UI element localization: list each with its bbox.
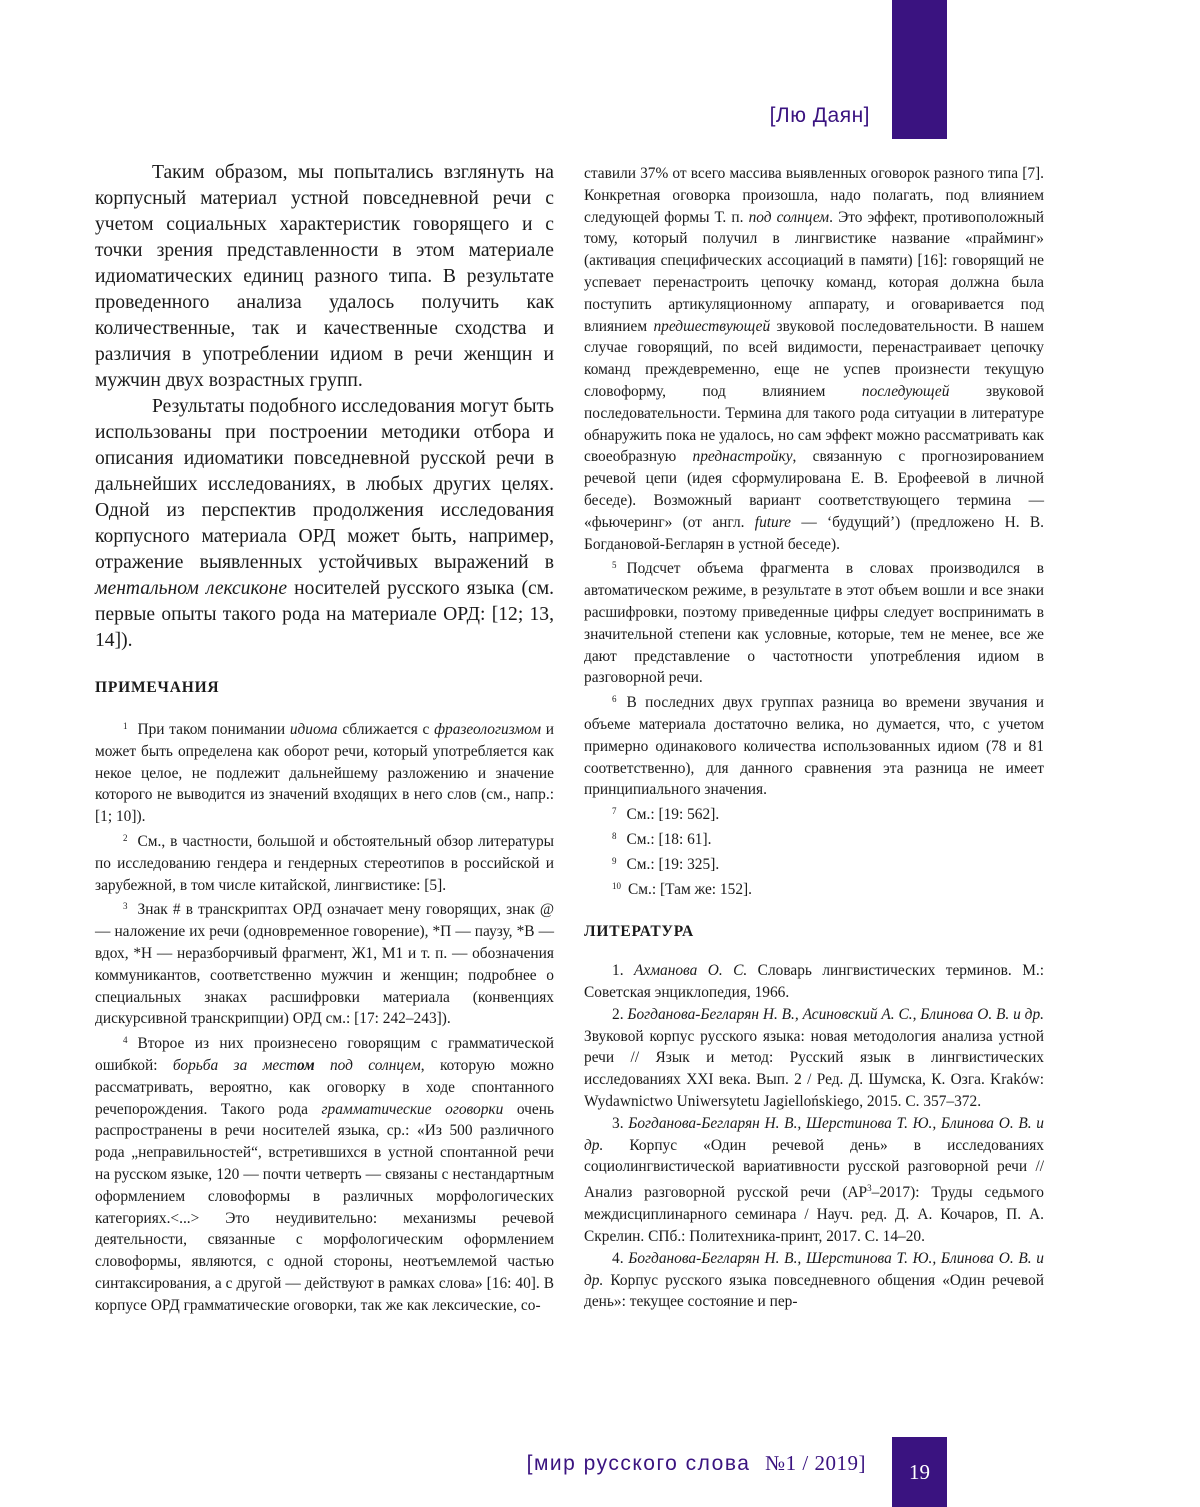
running-foot-journal-title: [мир русского слова №1 / 2019] — [526, 1451, 866, 1475]
note-4-continued — [584, 163, 1044, 555]
references-heading: ЛИТЕРАТУРА — [584, 923, 694, 941]
note-1: $^1$ При таком понимании идиома сближается с фразеологизмом и может быть определена как оборот речи, который употребляется как некое целое, не подлежит дальнейшему разложению и значение которого не выводится из значений входящих в него слов (см., напр.: [1; 10]). — [95, 721, 554, 826]
reference-1: 1. Ахманова О. С. Словарь лингвистических терминов. М.: Советская энциклопедия, 1966. — [584, 962, 1045, 1002]
references-list — [584, 960, 1044, 1313]
page-number: 19 — [909, 1460, 930, 1484]
right-column — [584, 163, 1044, 1313]
note-2: $^2$ См., в частности, большой и обстоятельный обзор литературы по исследованию гендера и гендерных стереотипов в российской и зарубежной, в том числе китайской, лингвистике: [5]. — [95, 832, 554, 894]
left-column — [95, 160, 554, 1317]
body-paragraph: Таким образом, мы попытались взглянуть на корпусный материал устной повседневной речи с учетом социальных характеристик говорящего и с точки зрения представленности в этом материале идиоматических единиц разного типа. В результате проведенного анализа удалось получить как количественные, так и качественные сходства и различия в употреблении идиом в речи женщин и мужчин двух возрастных групп. — [95, 162, 554, 391]
note-4: $^4$ Второе из них произнесено говорящим с грамматической ошибкой: борьба за местом под солнцем, которую можно рассматривать, вероятно, как оговорку в ходе спонтанного речепорождения. Такого рода грамматические оговорки очень распространены в речи носителей языка, ср.: «Из 500 различного рода „неправильностей“, встретившихся в устной спонтанной речи на русском языке, 120 — почти четверть — связаны с нестандартным оформлением словоформы в различных морфологических категориях.<...> Это неудивительно: механизмы речевой деятельности, связанные с морфологическим оформлением словоформы, являются, с одной стороны, неотъемлемой частью синтаксирования, а с другой — действуют в рамках слова» [16: 40]. В корпусе ОРД грамматические оговорки, так же как лексические, со- — [95, 1035, 554, 1314]
notes-list-continued — [584, 555, 1044, 900]
note-10: $^{10}$ См.: [Там же: 152]. — [612, 880, 752, 898]
note-9: $^9$ См.: [19: 325]. — [612, 855, 720, 873]
conclusion-text — [95, 160, 554, 654]
reference-2: 2. Богданова-Бегларян Н. В., Асиновский А. С., Блинова О. В. и др. Звуковой корпус русского языка: новая методология анализа устной речи // Язык и метод: Русский язык в лингвистических исследованиях XXI века. Вып. 2 / Ред. Д. Шумска, К. Озга. Kraków: Wydawnictwo Uniwersytetu Jagiellońskiego, 2015. С. 357–372. — [584, 1005, 1045, 1111]
reference-3: 3. Богданова-Бегларян Н. В., Шерстинова Т. Ю., Блинова О. В. и др. Корпус «Один речевой день» в исследованиях социолингвистической вариативности русской разговорной речи // Анализ разговорной русской речи $(АР^3-2017)$: Труды седьмого междисциплинарного семинара / Науч. ред. Д. А. Кочаров, П. А. Скрелин. СПб.: Политехника-принт, 2017. С. 14–20. — [584, 1114, 1045, 1245]
body-paragraph: Результаты подобного исследования могут быть использованы при построении методики отбора и описания идиоматики повседневной русской речи в дальнейших исследованиях, в любых других целях. Одной из перспектив продолжения исследования корпусного материала ОРД может быть, например, отражение выявленных устойчивых выражений в ментальном лексиконе носителей русского языка (см. первые опыты такого рода на материале ОРД: [12; 13, 14]). — [95, 396, 554, 651]
note-4-continuation: ставили 37% от всего массива выявленных оговорок разного типа [7]. Конкретная оговорка произошла, надо полагать, под влиянием следующей формы Т. п. под солнцем. Это эффект, противоположный тому, который получил в лингвистике название «прайминг» (активация специфических ассоциаций в памяти) [16]: говорящий не успевает перенастроить цепочку команд, которая должна была поступить артикуляционному аппарату, и оговаривается под влиянием предшествующей звуковой последовательности. В нашем случае говорящий, по всей видимости, перенастраивает цепочку команд преждевременно, еще не успев произнести текущую словоформу, под влиянием последующей звуковой последовательности. Термина для такого рода ситуации в литературе обнаружить пока не удалось, но сам эффект можно рассматривать как своеобразную преднастройку, связанную с прогнозированием речевой цепи (идея сформулирована Е. В. Ерофеевой в личной беседе). Возможный вариант соответствующего термина — «фьючеринг» (от англ. future — ‘будущий’) (предложено Н. В. Богдановой-Бегларян в устной беседе). — [584, 165, 1044, 553]
note-7: $^7$ См.: [19: 562]. — [612, 806, 720, 824]
note-5: $^5$ Подсчет объема фрагмента в словах производился в автоматическом режиме, в результате в этот объем вошли и все знаки расшифровки, поэтому приведенные цифры следует воспринимать в значительной степени как условные, которые, тем не менее, все же дают представление о частотности употребления идиом в разговорной речи. — [584, 560, 1044, 687]
running-head-author: [Лю Даян] — [769, 104, 870, 127]
reference-4: 4. Богданова-Бегларян Н. В., Шерстинова Т. Ю., Блинова О. В. и др. Корпус русского языка повседневного общения «Один речевой день»: текущее состояние и пер- — [584, 1249, 1045, 1311]
header-accent-bar — [892, 0, 947, 139]
note-6: $^6$ В последних двух группах разница во времени звучания и объеме материала достаточно велика, но думается, что, с учетом примерно одинакового количества использованных идиом (78 и 81 соответственно), для данного сравнения эта разница не имеет принципиального значения. — [584, 694, 1044, 799]
notes-heading: ПРИМЕЧАНИЯ — [95, 679, 220, 696]
note-3: $^3$ Знак # в транскриптах ОРД означает мену говорящих, знак @ — наложение их речи (одновременное говорение), *П — паузу, *В — вдох, *Н — неразборчивый фрагмент, Ж1, М1 и т. п. — обозначения коммуникантов, соответственно мужчин и женщин; подробнее о специальных знаках расшифровки материала (конвенциях дискурсивной транскрипции) ОРД см.: [17: 242–243]). — [95, 901, 554, 1028]
notes-list — [95, 716, 554, 1317]
note-8: $^8$ См.: [18: 61]. — [612, 830, 712, 848]
